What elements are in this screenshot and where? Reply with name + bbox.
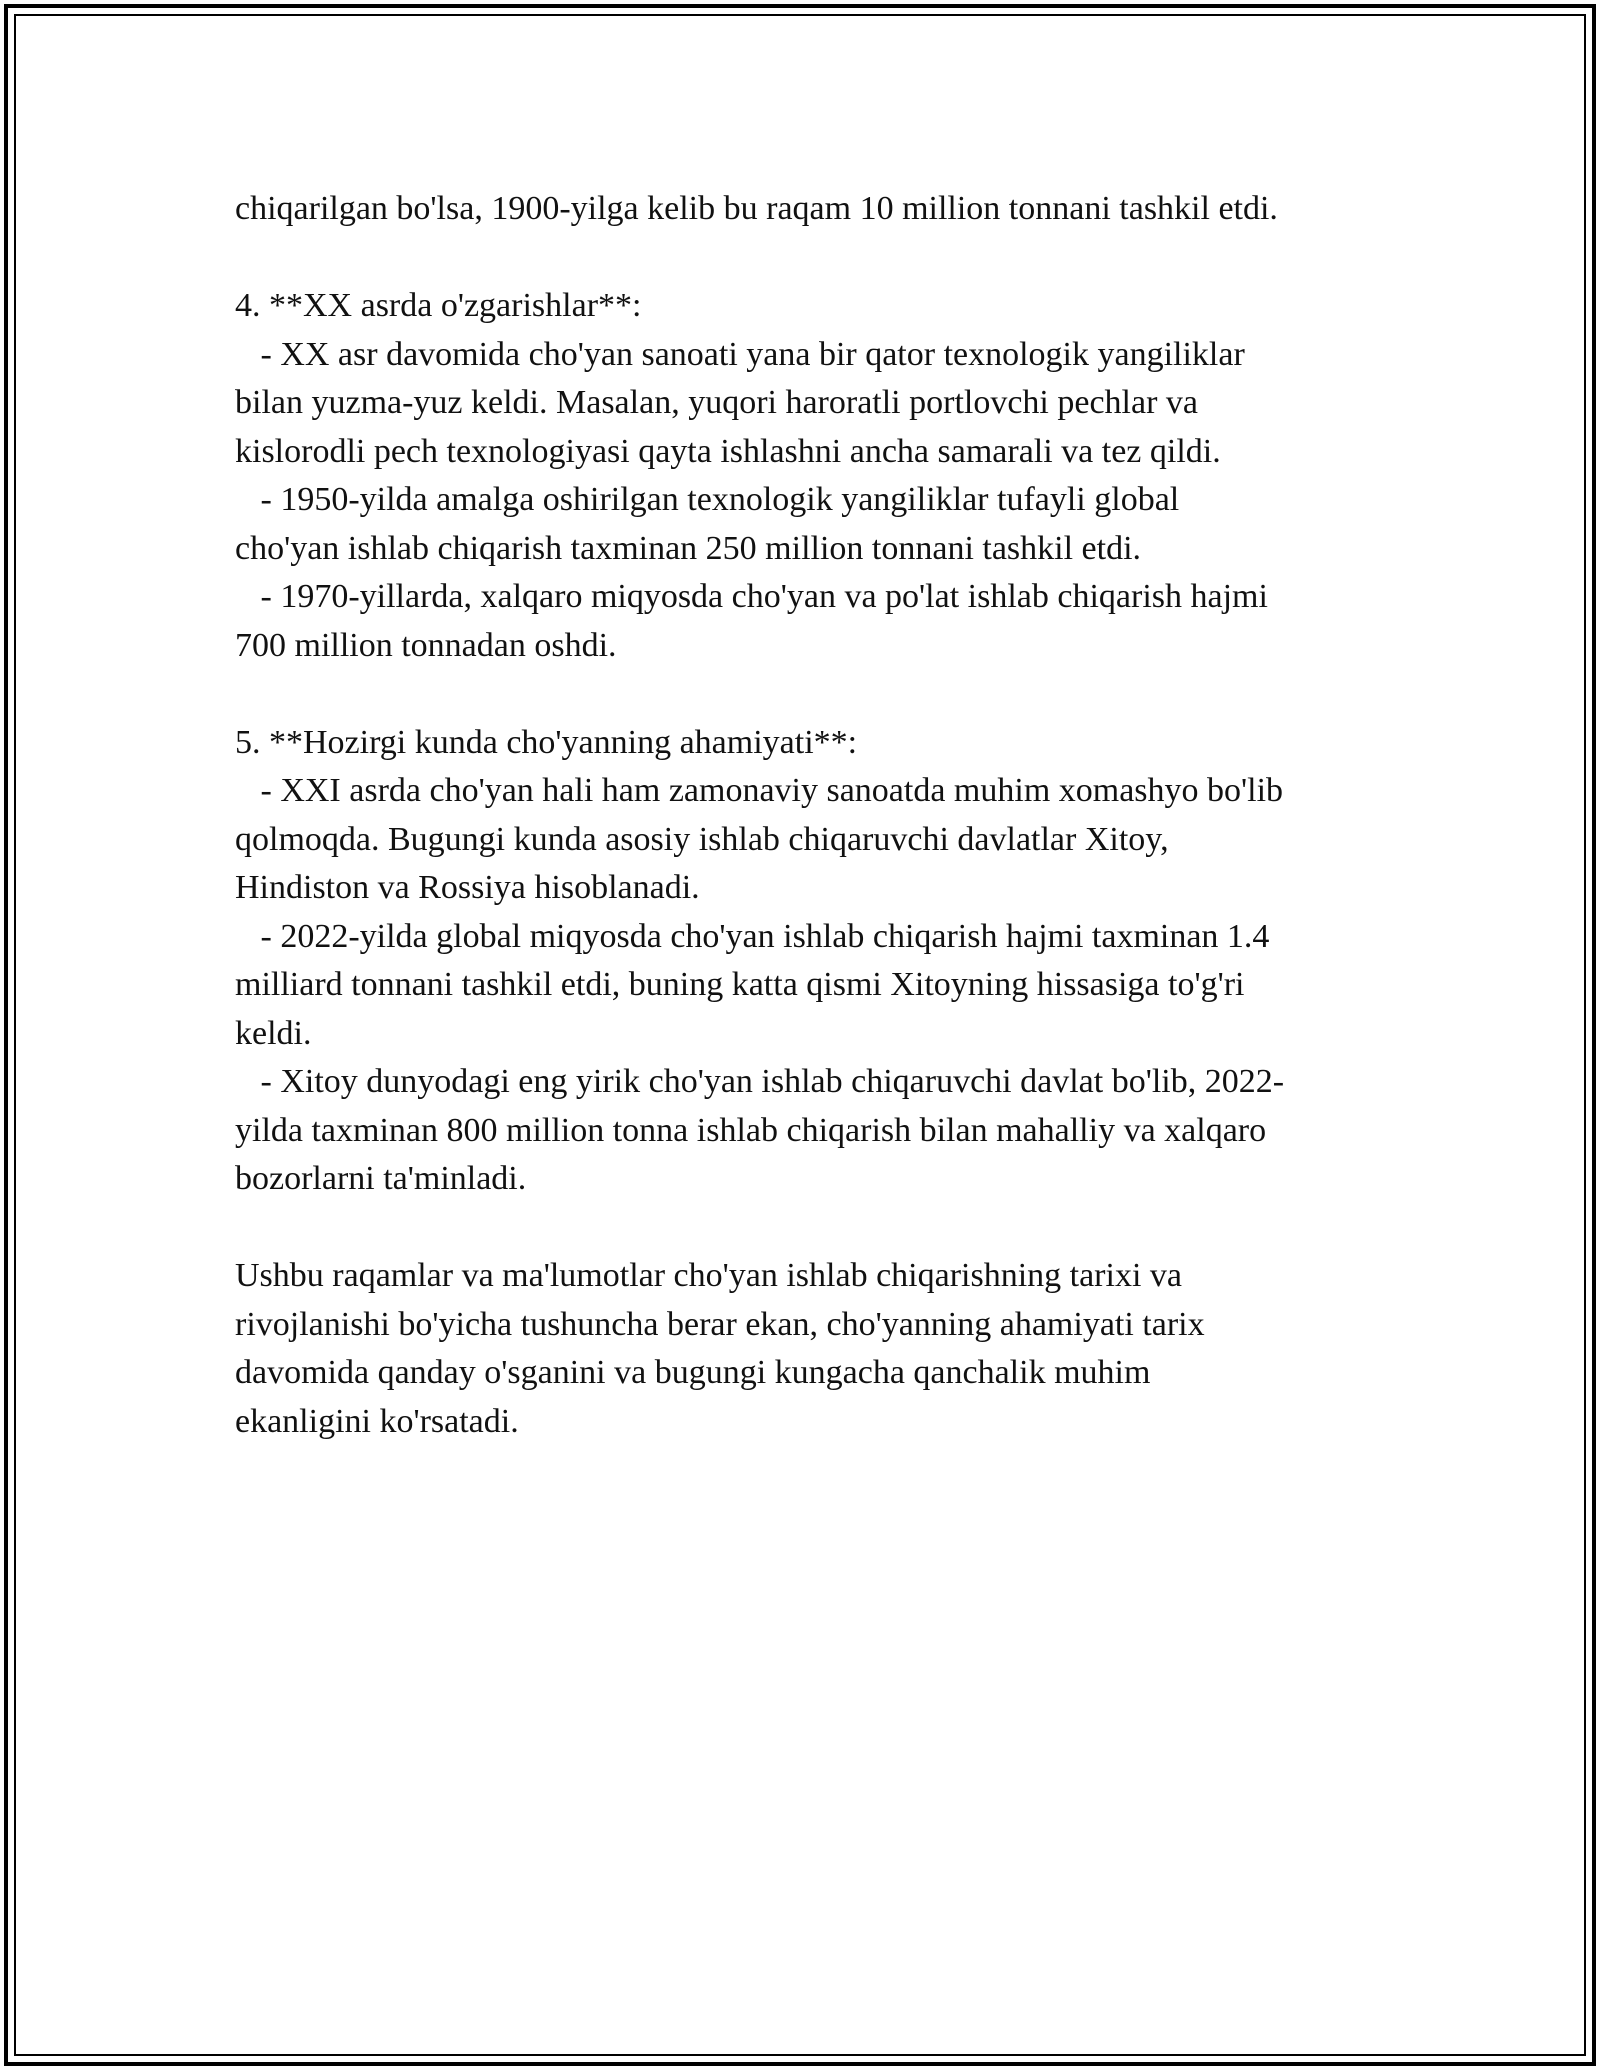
text-line: - Xitoy dunyodagi eng yirik cho'yan ishlab chiqaruvchi davlat bo'lib, 2022- [235,1063,1285,1100]
section-heading-4: 4. **XX asrda o'zgarishlar**: [235,287,642,324]
text-line: chiqarilgan bo'lsa, 1900-yilga kelib bu raqam 10 million tonnani tashkil etdi. [235,190,1278,227]
text-line: qolmoqda. Bugungi kunda asosiy ishlab chiqaruvchi davlatlar Xitoy, [235,820,1169,858]
conclusion-line: davomida qanday o'sganini va bugungi kungacha qanchalik muhim [235,1354,1151,1391]
conclusion-line: Ushbu raqamlar va ma'lumotlar cho'yan ishlab chiqarishning tarixi va [235,1257,1182,1294]
conclusion-line: ekanligini ko'rsatadi. [235,1402,519,1440]
text-line: - XXI asrda cho'yan hali ham zamonaviy sanoatda muhim xomashyo bo'lib [235,772,1284,809]
text-line: yilda taxminan 800 million tonna ishlab chiqarish bilan mahalliy va xalqaro [235,1111,1267,1149]
conclusion-line: rivojlanishi bo'yicha tushuncha berar ekan, cho'yanning ahamiyati tarix [235,1305,1205,1343]
text-line: cho'yan ishlab chiqarish taxminan 250 million tonnani tashkil etdi. [235,529,1142,567]
text-line: bilan yuzma-yuz keldi. Masalan, yuqori haroratli portlovchi pechlar va [235,384,1199,421]
blank-line [235,234,1385,283]
text-line: - 1970-yillarda, xalqaro miqyosda cho'yan va po'lat ishlab chiqarish hajmi [235,578,1268,615]
blank-line [235,670,1385,719]
text-line: bozorlarni ta'minladi. [235,1160,527,1197]
section-heading-5: 5. **Hozirgi kunda cho'yanning ahamiyati**: [235,723,858,761]
document-body [235,185,1385,1446]
text-line: - 1950-yilda amalga oshirilgan texnologik yangiliklar tufayli global [235,481,1180,518]
text-line: 700 million tonnadan oshdi. [235,626,617,664]
text-line: - 2022-yilda global miqyosda cho'yan ishlab chiqarish hajmi taxminan 1.4 [235,917,1270,955]
text-line: kislorodli pech texnologiyasi qayta ishlashni ancha samarali va tez qildi. [235,432,1221,470]
text-line: - XX asr davomida cho'yan sanoati yana bir qator texnologik yangiliklar [235,335,1245,373]
text-line: Hindiston va Rossiya hisoblanadi. [235,869,700,906]
text-line: milliard tonnani tashkil etdi, buning katta qismi Xitoyning hissasiga to'g'ri [235,966,1245,1003]
text-line: keldi. [235,1014,312,1052]
blank-line [235,1204,1385,1253]
